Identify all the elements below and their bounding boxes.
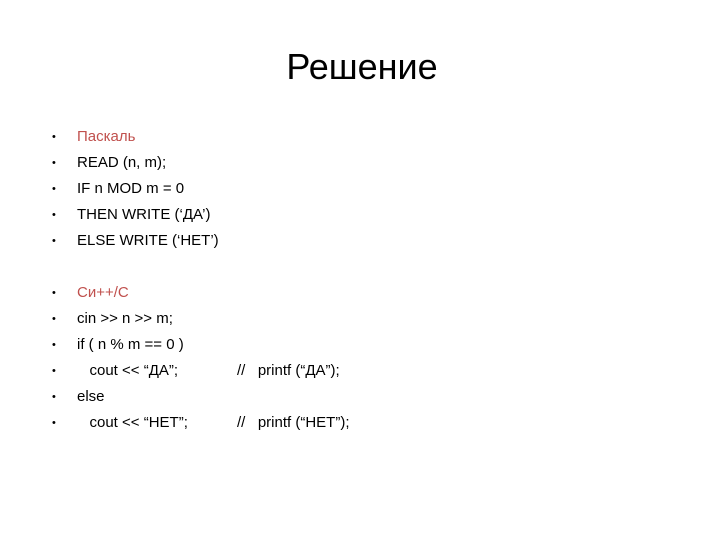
bullet-icon: •	[52, 417, 56, 429]
code-line: if ( n % m == 0 )	[77, 336, 184, 353]
code-line: IF n MOD m = 0	[77, 180, 185, 197]
code-comment: // printf (“НЕТ”);	[237, 414, 350, 431]
list-item	[0, 332, 184, 358]
list-item	[0, 228, 219, 254]
code-comment: // printf (“ДА”);	[237, 362, 340, 379]
bullet-icon: •	[52, 365, 56, 377]
code-line: cout << “НЕТ”;	[77, 414, 188, 431]
bullet-icon: •	[52, 339, 56, 351]
pascal-heading: Паскаль	[77, 128, 136, 145]
bullet-icon: •	[52, 313, 56, 325]
list-item	[0, 176, 185, 202]
code-line: THEN WRITE (‘ДА’)	[77, 206, 211, 223]
list-item	[0, 150, 167, 176]
code-line: ELSE WRITE (‘НЕТ’)	[77, 232, 219, 249]
bullet-icon: •	[52, 157, 56, 169]
code-line: READ (n, m);	[77, 154, 167, 171]
list-item	[0, 202, 211, 228]
code-line: else	[77, 388, 105, 405]
cpp-heading: Си++/С	[77, 284, 129, 301]
list-item	[0, 384, 105, 410]
bullet-icon: •	[52, 235, 56, 247]
bullet-icon: •	[52, 209, 56, 221]
bullet-icon: •	[52, 391, 56, 403]
bullet-icon: •	[52, 131, 56, 143]
list-item	[0, 124, 136, 150]
list-item	[0, 358, 340, 384]
bullet-icon: •	[52, 183, 56, 195]
list-item	[0, 280, 129, 306]
list-item	[0, 410, 350, 436]
code-line: cout << “ДА”;	[77, 362, 179, 379]
bullet-icon: •	[52, 287, 56, 299]
code-line: cin >> n >> m;	[77, 310, 173, 327]
slide-title: Решение	[286, 46, 438, 87]
list-item	[0, 306, 173, 332]
